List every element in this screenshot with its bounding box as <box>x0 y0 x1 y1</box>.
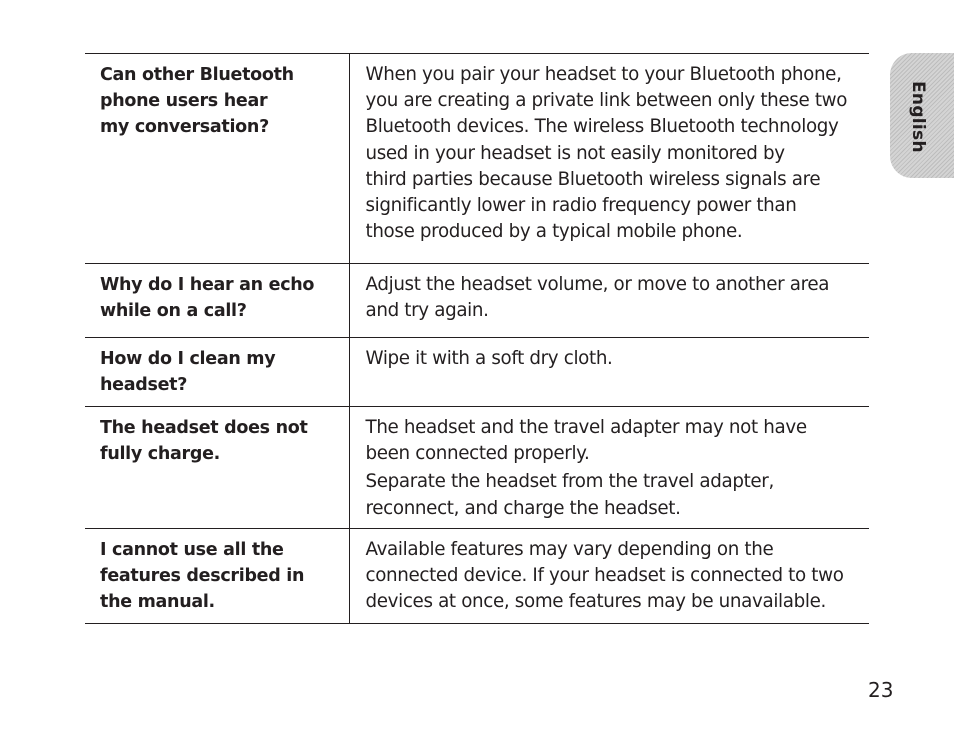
faq-row-echo <box>85 264 869 338</box>
language-tab <box>890 53 954 178</box>
faq-answer: When you pair your headset to your Bluetooth phone, you are creating a private link between only these two Bluetooth devices. The wireless Bluetooth technology used in your headset is not easily monitored by third parties because Bluetooth wireless signals are significantly lower in radio frequency power than those produced by a typical mobile phone. <box>349 54 869 264</box>
faq-answer: The headset and the travel adapter may not have been connected properly. Separate the headset from the travel adapter, reconnect, and charge the headset. <box>349 407 869 529</box>
faq-answer: Adjust the headset volume, or move to another area and try again. <box>349 264 869 338</box>
faq-question: Can other Bluetooth phone users hear my conversation? <box>85 54 349 264</box>
faq-row-cleaning <box>85 338 869 407</box>
faq-row-privacy <box>85 54 869 264</box>
page-number: 23 <box>868 678 894 702</box>
faq-row-features <box>85 529 869 624</box>
faq-row-charging <box>85 407 869 529</box>
faq-question: The headset does not fully charge. <box>85 407 349 529</box>
faq-question: Why do I hear an echo while on a call? <box>85 264 349 338</box>
faq-question: How do I clean my headset? <box>85 338 349 407</box>
faq-answer: Available features may vary depending on the connected device. If your headset is connected to two devices at once, some features may be unavailable. <box>349 529 869 624</box>
language-tab-label: English <box>908 81 928 153</box>
faq-answer: Wipe it with a soft dry cloth. <box>349 338 869 407</box>
faq-table <box>85 53 869 624</box>
faq-question: I cannot use all the features described in the manual. <box>85 529 349 624</box>
